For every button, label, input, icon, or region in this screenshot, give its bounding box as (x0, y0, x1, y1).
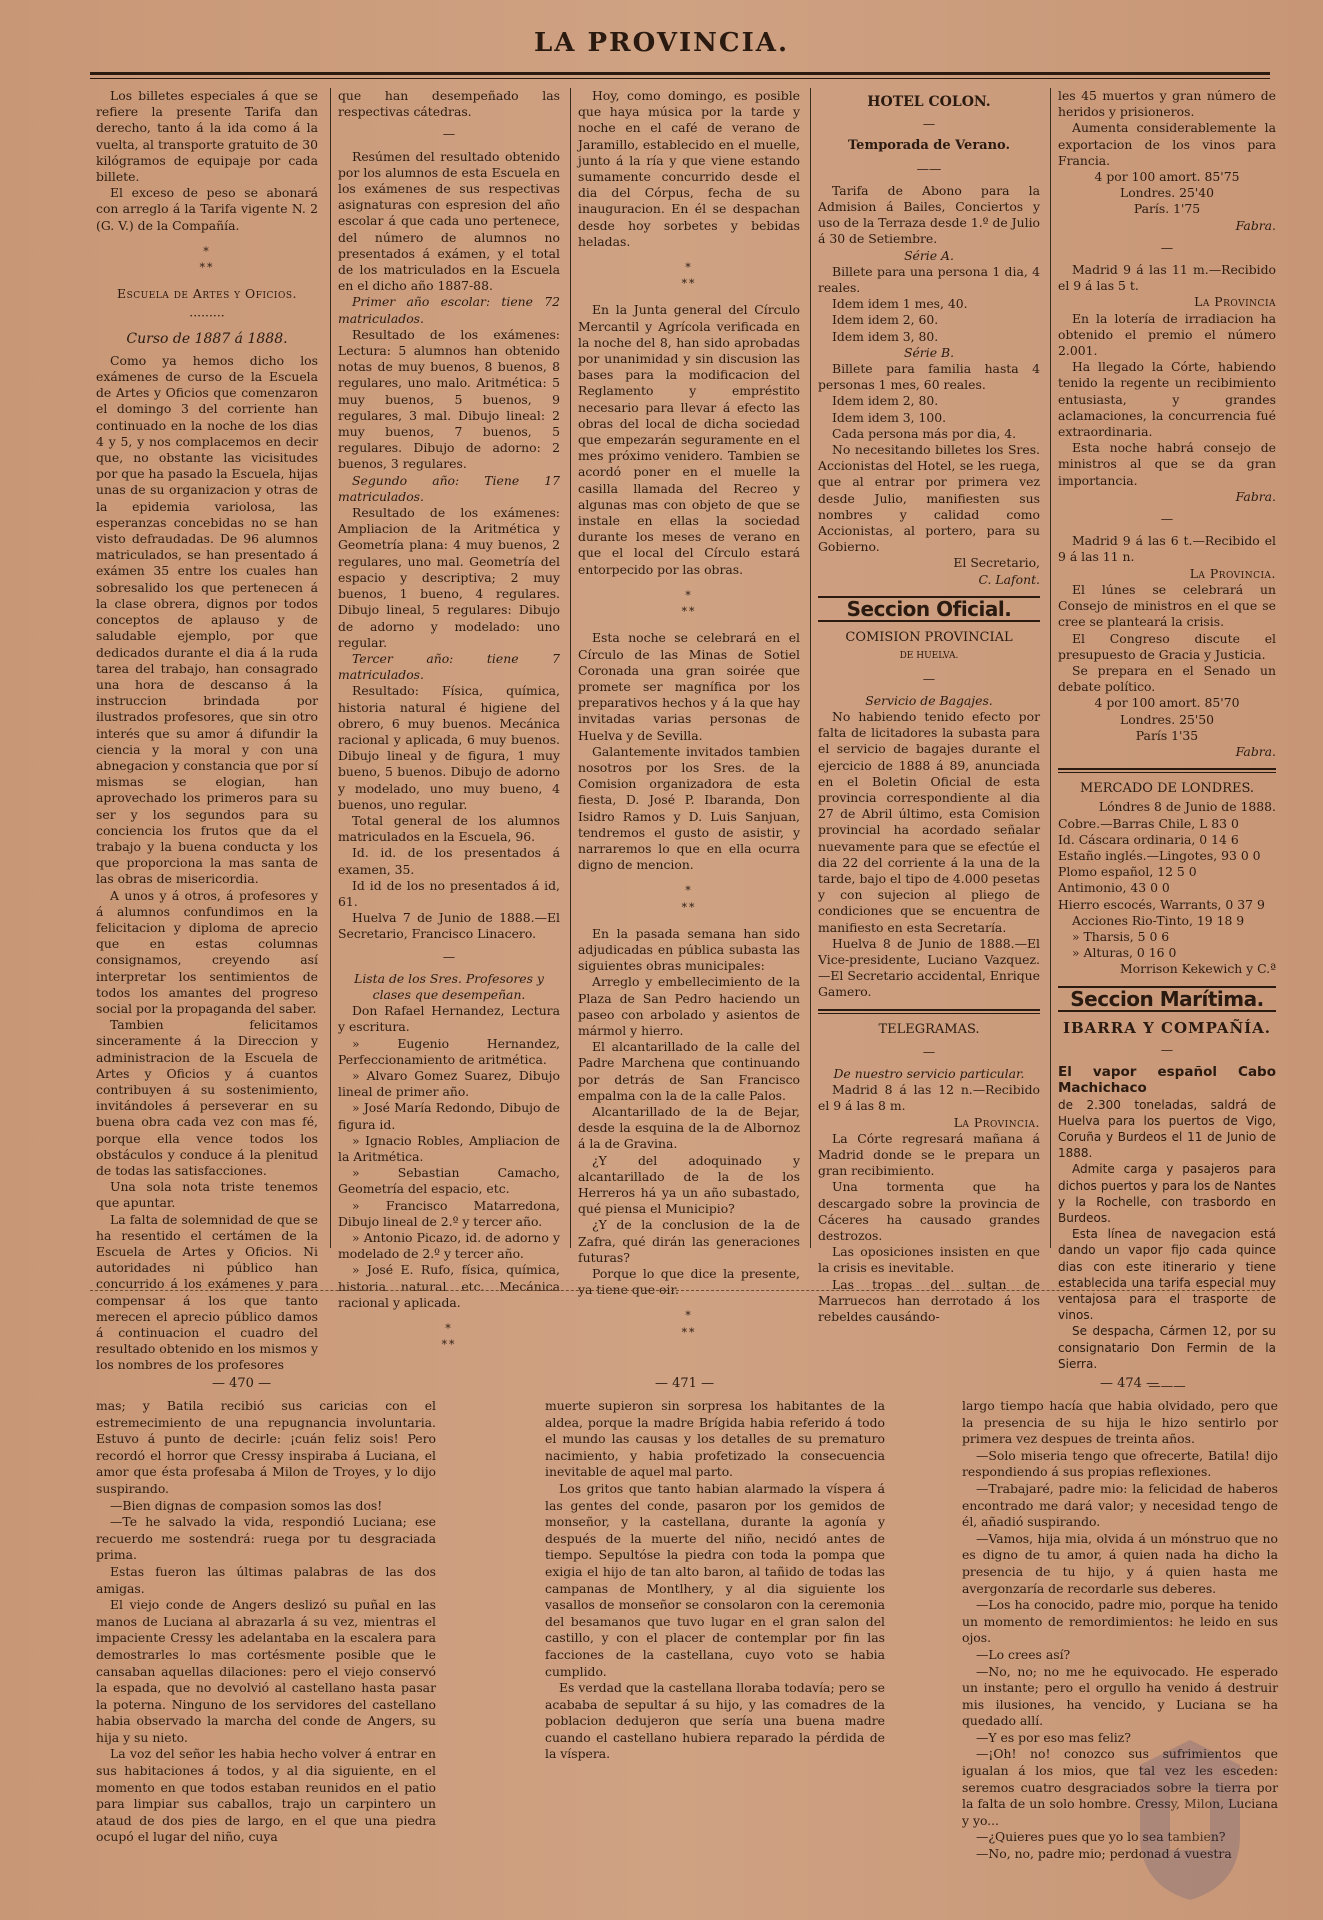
divider: — (1160, 239, 1174, 255)
quote-line: 4 por 100 amort. 85'75 (1094, 169, 1240, 185)
tariff-line: Idem idem 1 mes, 40. (832, 296, 968, 312)
tariff-line: Cada persona más por dia, 4. (832, 425, 1017, 441)
market-line: Hierro escocés, Warrants, 0 37 9 (1058, 896, 1265, 912)
subheading: De nuestro servicio particular. (833, 1065, 1025, 1081)
list-item: » Sebastian Camacho, Geometría del espacio, etc. (338, 1165, 560, 1197)
list-item: » Francisco Matarredona, Dibujo lineal de 2.º y tercer año. (338, 1197, 560, 1229)
masthead: LA PROVINCIA. (533, 28, 790, 58)
section-banner: Seccion Marítima. (1058, 986, 1276, 1012)
paragraph: Las tropas del sultan de Marruecos han derrotado á los rebeldes causándo- (818, 1276, 1040, 1325)
paragraph: Porque lo que dice la presente, ya tiene que oir. (578, 1266, 800, 1298)
market-line: » Alturas, 0 16 0 (1072, 945, 1177, 961)
ornament: * ** (681, 884, 697, 914)
paragraph: No habiendo tenido efecto por falta de licitadores la subasta para el servicio de bagajes durante el ejercicio de 1888 á 89, anunciada en el Boletin Oficial de esta provincia correspondiente al dia 27 de Abril último, esta Comision provincial ha acordado señalar nuevamente para que se efectúe el dia 22 del corriente á la una de la tarde, bajo el tipo de 4.000 pesetas y con sujecion al pliego de condiciones que se encuentra de manifiesto en esta Secretaría. (818, 708, 1040, 935)
quote-line: París. 1'75 (1133, 201, 1201, 217)
signature: La Provincia. (953, 1114, 1040, 1130)
divider: — (442, 948, 456, 964)
masthead-rule (90, 72, 1270, 75)
heading: DE HUELVA. (899, 651, 959, 662)
list-title: Lista de los Sres. Profesores y clases que desempeñan. (354, 970, 544, 1002)
paragraph: Resultado: Física, química, historia natural é higiene del obrero, 6 muy buenos. Mecánica racional y aplicada, 6 muy buenos. Dibujo lineal y de figura, 1 muy bueno, 5 buenos. Dibujo de adorno y modelado, uno muy bueno, 4 buenos, uno regular. (338, 683, 560, 812)
signature: Fabra. (1235, 488, 1276, 504)
serial-column-2 (545, 1398, 885, 1908)
paragraph: Se prepara en el Senado un debate político. (1058, 662, 1276, 695)
paragraph: Huelva 8 de Junio de 1888.—El Vice-presidente, Luciano Vazquez.—El Secretario accidental, Enrique Gamero. (818, 935, 1040, 1000)
paragraph: —¿Quieres pues que yo lo sea tambien? (976, 1829, 1226, 1845)
paragraph: Ha llegado la Córte, habiendo tenido la regente un recibimiento entusiasta, y grandes aclamaciones, la concurrencia fué extraordinaria. (1058, 359, 1276, 440)
paragraph: Id id de los no presentados á id, 61. (338, 877, 560, 909)
paragraph: Las oposiciones insisten en que la crisis es inevitable. (818, 1244, 1040, 1276)
paragraph: A unos y á otros, á profesores y á alumnos confundimos en la felicitacion y diploma de aprecio que en estas columnas consignamos, creyendo así interpretar los sentimientos de todos los amantes del progreso social por la propaganda del saber. (96, 887, 318, 1016)
paragraph: El Congreso discute el presupuesto de Gracia y Justicia. (1058, 630, 1276, 662)
paragraph: Una tormenta que ha descargado sobre la provincia de Cáceres ha causado grandes destrozos. (818, 1179, 1040, 1243)
list-item: » Ignacio Robles, Ampliacion de la Aritmética. (338, 1132, 560, 1164)
heading: MERCADO DE LONDRES. (1079, 781, 1255, 797)
paragraph: —Y es por eso mas feliz? (976, 1729, 1131, 1745)
ornament: * ** (681, 261, 697, 291)
signature: Fabra. (1235, 217, 1276, 233)
paragraph: —No, no; no me he equivocado. He esperado un instante; pero el orgullo ha venido á destruir mis ilusiones, ha vencido, y Luciana se ha quedado allí. (962, 1663, 1278, 1729)
paragraph: Total general de los alumnos matriculados en la Escuela, 96. (338, 812, 560, 845)
column-4 (818, 88, 1040, 1325)
page-number: — 471 — (655, 1376, 715, 1391)
serial-column-1 (96, 1398, 436, 1908)
paragraph: —Trabajaré, padre mio: la felicidad de haberos encontrado me dará valor; y necesidad tengo de él, añadió suspirando. (962, 1480, 1278, 1530)
tariff-line: Billete para una persona 1 dia, 4 reales. (818, 263, 1040, 296)
market-line: Morrison Kekewich y C.ª (1119, 961, 1276, 977)
column-1 (96, 88, 318, 1373)
market-line: » Tharsis, 5 0 6 (1072, 928, 1170, 944)
paragraph: ¿Y del adoquinado y alcantarillado de la de los Herreros há ya un año subastado, qué piensa el Municipio? (578, 1152, 800, 1217)
quote-line: París 1'35 (1135, 727, 1199, 743)
serie-heading: Série A. (904, 247, 954, 263)
paragraph: Alcantarillado de la de Bejar, desde la esquina de la de Albornoz á la de Gravina. (578, 1103, 800, 1152)
paragraph: largo tiempo hacía que habia olvidado, pero que la presencia de su hija le hizo sentirlo por primera vez despues de treinta años. (962, 1398, 1278, 1447)
paragraph: El exceso de peso se abonará con arreglo á la Tarifa vigente N. 2 (G. V.) de la Compañía. (96, 185, 318, 233)
paragraph: Tarifa de Abono para la Admision á Bailes, Conciertos y uso de la Terraza desde 1.º de Julio á 30 de Setiembre. (818, 182, 1040, 247)
list-item: » Eugenio Hernandez, Perfeccionamiento de aritmética. (338, 1035, 560, 1067)
column-rule (330, 88, 331, 1248)
paragraph: —Solo miseria tengo que ofrecerte, Batila! dijo respondiendo á sus propias reflexiones. (962, 1447, 1278, 1480)
paragraph: Resúmen del resultado obtenido por los alumnos de esta Escuela en los exámenes de sus respectivas asignaturas con espresion del año escolar á que cada uno pertenece, del número de alumnos no presentados á exámen, y el total de los matriculados en la Escuela en el dicho año 1887-88. (338, 148, 560, 294)
subheading: Curso de 1887 á 1888. (126, 330, 288, 347)
list-item: » Alvaro Gomez Suarez, Dibujo lineal de primer año. (338, 1067, 560, 1100)
fold-line (90, 1290, 1270, 1291)
divider: — (922, 670, 936, 686)
column-rule (570, 88, 571, 1248)
heading: IBARRA Y COMPAÑÍA. (1062, 1018, 1272, 1037)
paragraph: El viejo conde de Angers deslizó su puñal en las manos de Luciana al abrazarla á su vez, mientras el impaciente Cressy les adelantaba en la escalera para demostrarles lo mas cortésmente posible que le cansaban aquellas dilaciones: pero el viejo conservó la espada, que no devolvió al castellano hasta pasar la poterna. Ninguno de los servidores del castellano habia observado la marcha del conde de Angers, su hija y su nieto. (96, 1597, 436, 1745)
paragraph: La Córte regresará mañana á Madrid donde se le prepara un gran recibimiento. (818, 1130, 1040, 1179)
paragraph: Lóndres 8 de Junio de 1888. (1098, 799, 1276, 815)
ad-heading: El vapor español Cabo Machichaco (1058, 1064, 1276, 1097)
subheading: Servicio de Bagajes. (865, 692, 993, 708)
list-item: » José María Redondo, Dibujo de figura id. (338, 1100, 560, 1132)
paragraph: Esta noche se celebrará en el Círculo de las Minas de Sotiel Coronada una gran soirée que promete ser magnífica por los preparativos hechos y á la que hay invitadas varias personas de Huelva y de Sevilla. (578, 630, 800, 743)
paragraph: Los gritos que tanto habian alarmado la víspera á las gentes del conde, pasaron por los gemidos de monseñor, y la castellana, durante la agonía y después de la muerte del niño, necidó antes de tiempo. Sepultóse la piedra con toda la pompa que exigia el hijo de tan alto baron, al tañido de todas las campanas de Montlhery, y al dia siguiente los vasallos de monseñor se consolaron con la ceremonia del besamanos que tuvo lugar en el gran salon del castillo, y con el placer de contemplar por fin las facciones de la castellana, cuyo voto se habia cumplido. (545, 1480, 885, 1679)
divider: — (922, 116, 936, 132)
tariff-line: Billete para familia hasta 4 personas 1 mes, 60 reales. (818, 361, 1040, 393)
signature: El Secretario, (953, 555, 1040, 571)
tariff-line: Idem idem 2, 80. (832, 393, 939, 409)
divider (818, 1009, 1040, 1014)
paragraph: que han desempeñado las respectivas cátedras. (338, 88, 560, 120)
quote-line: Londres. 25'40 (1119, 185, 1215, 201)
masthead-rule-thin (90, 78, 1270, 79)
paragraph: Como ya hemos dicho los exámenes de curso de la Escuela de Artes y Oficios que comenzaron el domingo 3 del corriente han continuado en la noche de los dias 4 y 5, y nos complacemos en decir que, no obstante las vicisitudes por que ha pasado la Escuela, hijas unas de su organizacion y otras de la epidemia variolosa, las esperanzas concebidas no se han visto defraudadas. De 96 alumnos matriculados, se han presentado á exámen 35 entre los cuales han sobresalido los que pertenecen á la clase obrera, dignos por todos conceptos de aplauso y de saludable ejemplo, por que dedicados durante el dia á la ruda tarea del trabajo, han consagrado una hora de descanso á la instruccion brindada por ilustrados profesores, que sin otro interés que su amor á difundir la ciencia y la moral y con una abnegacion y constancia que por sí mismas se elogian, han aprovechado los primeros para su ser y los segundos para su conciencia los frutos que da el trabajo y la buena conducta y los que proporciona la mas santa de las obras de misericordia. (96, 352, 318, 887)
column-rule (1050, 88, 1051, 1248)
paragraph: Madrid 9 á las 6 t.—Recibido el 9 á las 11 n. (1058, 533, 1276, 565)
ad-paragraph: Esta línea de navegacion está dando un vapor fijo cada quince dias con este itinerario y tiene establecida una tarifa especial muy ventajosa para el trasporte de vinos. (1058, 1227, 1276, 1323)
signature: C. Lafont. (978, 571, 1040, 587)
divider: —— (916, 160, 942, 176)
serie-heading: Série B. (903, 344, 955, 360)
paragraph: Segundo año: Tiene 17 matriculados. (338, 472, 560, 504)
divider: ——— (1148, 1378, 1186, 1394)
paragraph: Resultado de los exámenes: Ampliacion de la Aritmética y Geometría plana: 4 muy buenos, 2 regulares, uno mal. Geometría del espacio y descriptiva; 2 muy buenos, 1 bueno, 4 regulares. Dibujo lineal, 5 regulares: Dibujo de adorno y modelado: uno regular. (338, 505, 560, 650)
tariff-line: Idem idem 3, 100. (832, 409, 947, 425)
paragraph: —Te he salvado la vida, respondió Luciana; ese recuerdo me sostendrá: ruega por tu desgraciada prima. (96, 1514, 436, 1563)
paragraph: Hoy, como domingo, es posible que haya música por la tarde y noche en el café de verano de Jaramillo, establecido en el muelle, junto á la ría y que viene estando sumamente concurrido desde el dia del Córpus, fecha de su inauguracion. En él se despachan desde hoy sorbetes y bebidas heladas. (578, 88, 800, 249)
list-item: » Antonio Picazo, id. de adorno y modelado de 2.º y tercer año. (338, 1230, 560, 1262)
ornament: * ** (681, 1309, 697, 1339)
signature: Fabra. (1235, 743, 1276, 759)
paragraph: muerte supieron sin sorpresa los habitantes de la aldea, porque la madre Brígida habia referido á todo el mundo las causas y los detalles de su prematuro nacimiento, y habia profetizado la consecuencia inevitable de aquel mal parto. (545, 1398, 885, 1480)
market-line: Antimonio, 43 0 0 (1058, 880, 1170, 896)
signature: La Provincia. (1189, 565, 1276, 581)
ad-paragraph: Se despacha, Cármen 12, por su consignatario Don Fermin de la Sierra. (1058, 1324, 1276, 1371)
signature: La Provincia (1194, 294, 1276, 310)
quote-line: Londres. 25'50 (1119, 711, 1215, 727)
tariff-line: Idem idem 3, 80. (832, 328, 939, 344)
paragraph: Aumenta considerablemente la exportacion de los vinos para Francia. (1058, 120, 1276, 168)
divider: — (1160, 511, 1174, 527)
paragraph: No necesitando billetes los Sres. Accionistas del Hotel, se les ruega, que al entrar por primera vez desde Julio, manifiesten sus nombres y calidad como Accionistas, al portero, para su Gobierno. (818, 442, 1040, 555)
paragraph: —¡Oh! no! conozco sus sufrimientos que igualan á los mios, que tal vez les esceden: seremos cuatro desgraciados sobre la tierra por la falta de un solo hombre. Cressy, Milon, Luciana y yo... (962, 1746, 1278, 1828)
paragraph: Primer año escolar: tiene 72 matriculados. (338, 294, 560, 326)
divider (1058, 768, 1276, 773)
column-2 (338, 88, 560, 1352)
paragraph: La falta de solemnidad de que se ha resentido el certámen de la Escuela de Artes y Oficios. Ni autoridades ni público han concurrido á los exámenes y para compensar á los que tanto merecen el aprecio público damos á continuacion el cuadro del resultado obtenido en los mismos y los nombres de los profesores (96, 1211, 318, 1373)
paragraph: —Lo crees así? (976, 1646, 1071, 1662)
market-line: Acciones Rio-Tinto, 19 18 9 (1072, 912, 1245, 928)
tariff-line: Idem idem 2, 60. (832, 312, 939, 328)
paragraph: Es verdad que la castellana lloraba todavía; pero se acababa de sepultar á su hijo, y las comadres de la poblacion dedujeron que sería una buena madre cuando el castellano hubiera reparado la pérdida de la víspera. (545, 1680, 885, 1762)
page-number: — 470 — (212, 1376, 272, 1391)
paragraph: Tercer año: tiene 7 matriculados. (338, 650, 560, 683)
paragraph: En la Junta general del Círculo Mercantil y Agrícola verificada en la noche del 8, han sido aprobadas por unanimidad y sin discusion las bases para la modificacion del Reglamento y empréstito necesario para llevar á efecto las obras del local de dicha sociedad que empezarán seguramente en el mes próximo venidero. Tambien se acordó poner en el muelle la casilla llamada del Recreo y algunas mas con objeto de que se instale en ellas la sociedad durante los meses de verano en que el local del Círculo estará entorpecido por las obras. (578, 302, 800, 577)
paragraph: Arreglo y embellecimiento de la Plaza de San Pedro haciendo un paseo con arbolado y asientos de mármol y hierro. (578, 974, 800, 1038)
ornament: * ** (199, 244, 215, 275)
paragraph: les 45 muertos y gran número de heridos y prisioneros. (1058, 88, 1276, 120)
paragraph: Huelva 7 de Junio de 1888.—El Secretario, Francisco Linacero. (338, 910, 560, 942)
divider: — (922, 1043, 936, 1059)
market-line: Cobre.—Barras Chile, L 83 0 (1058, 815, 1239, 831)
paragraph: Estas fueron las últimas palabras de las dos amigas. (96, 1563, 436, 1596)
season-heading: Temporada de Verano. (847, 138, 1011, 154)
paragraph: El lúnes se celebrará un Consejo de ministros en el que se cree se planteará la crisis. (1058, 581, 1276, 630)
market-line: Id. Cáscara ordinaria, 0 14 6 (1058, 831, 1239, 847)
list-item: Don Rafael Hernandez, Lectura y escritura. (338, 1003, 560, 1035)
section-banner: Seccion Oficial. (818, 596, 1040, 622)
paragraph: ¿Y de la conclusion de la de Zafra, qué dirán las generaciones futuras? (578, 1217, 800, 1265)
page-number: — 474 — (1100, 1376, 1160, 1391)
paragraph: Resultado de los exámenes: Lectura: 5 alumnos han obtenido notas de muy buenos, 8 buenos, 8 regulares, uno malo. Aritmética: 5 muy buenos, 5 buenos, 9 regulares, 3 mal. Dibujo lineal: 2 muy buenos, 7 buenos, 5 regulares. Dibujo de adorno: 2 buenos, 3 regulares. (338, 326, 560, 472)
paragraph: Madrid 9 á las 11 m.—Recibido el 9 á las 5 t. (1058, 262, 1276, 294)
ad-paragraph: de 2.300 toneladas, saldrá de Huelva para los puertos de Vigo, Coruña y Burdeos el 11 de Junio de 1888. (1058, 1097, 1276, 1161)
paragraph: Id. id. de los presentados á examen, 35. (338, 845, 560, 877)
heading: TELEGRAMAS. (878, 1021, 980, 1037)
paragraph: Tambien felicitamos sinceramente á la Direccion y administracion de la Escuela de Artes y Oficios y á cuantos contribuyen á su sostenimiento, invitándoles á perseverar en su buena obra cada vez con mas fé, porque ella vence todos los obstáculos y conduce á la plenitud de todas las satisfacciones. (96, 1017, 318, 1178)
divider: — (1160, 1041, 1174, 1057)
paragraph: mas; y Batila recibió sus caricias con el estremecimiento de una repugnancia involuntaria. Estuvo á punto de decirle: ¡cuán feliz sois! Pero recordó el horror que Cressy inspiraba á Luciana, el amor que ésta profesaba á Milon de Troyes, y lo dijo suspirando. (96, 1398, 436, 1496)
paragraph: Los billetes especiales á que se refiere la presente Tarifa dan derecho, tanto á la ida como á la vuelta, al transporte gratuito de 30 kilógramos de equipaje por cada billete. (96, 88, 318, 185)
hotel-heading: HOTEL COLON. (867, 94, 991, 110)
divider: — (442, 126, 456, 142)
paragraph: El alcantarillado de la calle del Padre Marchena que continuando por detrás de San Francisco empalma con la de la calle Palos. (578, 1039, 800, 1103)
market-line: Plomo español, 12 5 0 (1058, 864, 1197, 880)
list-item: » José E. Rufo, física, química, historia natural etc. Mecánica racional y aplicada. (338, 1262, 560, 1310)
paragraph: En la pasada semana han sido adjudicadas en pública subasta las siguientes obras municipales: (578, 925, 800, 974)
paragraph: Galantemente invitados tambien nosotros por los Sres. de la Comision organizadora de esta fiesta, D. José P. Ibaranda, Don Isidro Ramos y D. Luis Sanjuan, tendremos el gusto de asistir, y narraremos lo que en ella ocurra digno de mencion. (578, 743, 800, 873)
library-seal-watermark (1130, 1735, 1250, 1905)
paragraph: Una sola nota triste tenemos que apuntar. (96, 1179, 318, 1211)
column-3 (578, 88, 800, 1339)
paragraph: La voz del señor les habia hecho volver á entrar en sus habitaciones á todos, y al dia siguiente, en el momento en que todos estaban reunidos en el patio para limpiar sus caballos, trajo un carpintero un ataud de dos pies de largo, en el que una piedra ocupó el lugar del niño, cuya (96, 1746, 436, 1845)
column-rule (810, 88, 811, 1248)
paragraph: —Bien dignas de compasion somos las dos! (110, 1497, 383, 1513)
heading: COMISION PROVINCIAL (845, 630, 1013, 646)
section-heading: Escuela de Artes y Oficios. (117, 286, 297, 302)
quote-line: 4 por 100 amort. 85'70 (1094, 695, 1240, 711)
market-line: Estaño inglés.—Lingotes, 93 0 0 (1058, 847, 1261, 863)
paragraph: —Vamos, hija mia, olvida á un mónstruo que no es digno de tu amor, á quien nada ha dicho la presencia de tu hijo, y á quien hasta me avergonzaría de recordarle sus deberes. (962, 1530, 1278, 1596)
paragraph: Madrid 8 á las 12 n.—Recibido el 9 á las 8 m. (818, 1082, 1040, 1114)
divider: ········· (189, 308, 225, 324)
ornament: * ** (441, 1322, 457, 1352)
paragraph: Esta noche habrá consejo de ministros al que se da gran importancia. (1058, 440, 1276, 488)
paragraph: —No, no, padre mio; perdonad á vuestra (976, 1846, 1232, 1862)
ad-paragraph: Admite carga y pasajeros para dichos puertos y para los de Nantes y la Rochelle, con trasbordo en Burdeos. (1058, 1162, 1276, 1225)
paragraph: En la lotería de irradiacion ha obtenido el premio el número 2.001. (1058, 310, 1276, 359)
paragraph: —Los ha conocido, padre mio, porque ha tenido un momento de remordimientos: he leido en sus ojos. (962, 1597, 1278, 1646)
ornament: * ** (681, 588, 697, 619)
